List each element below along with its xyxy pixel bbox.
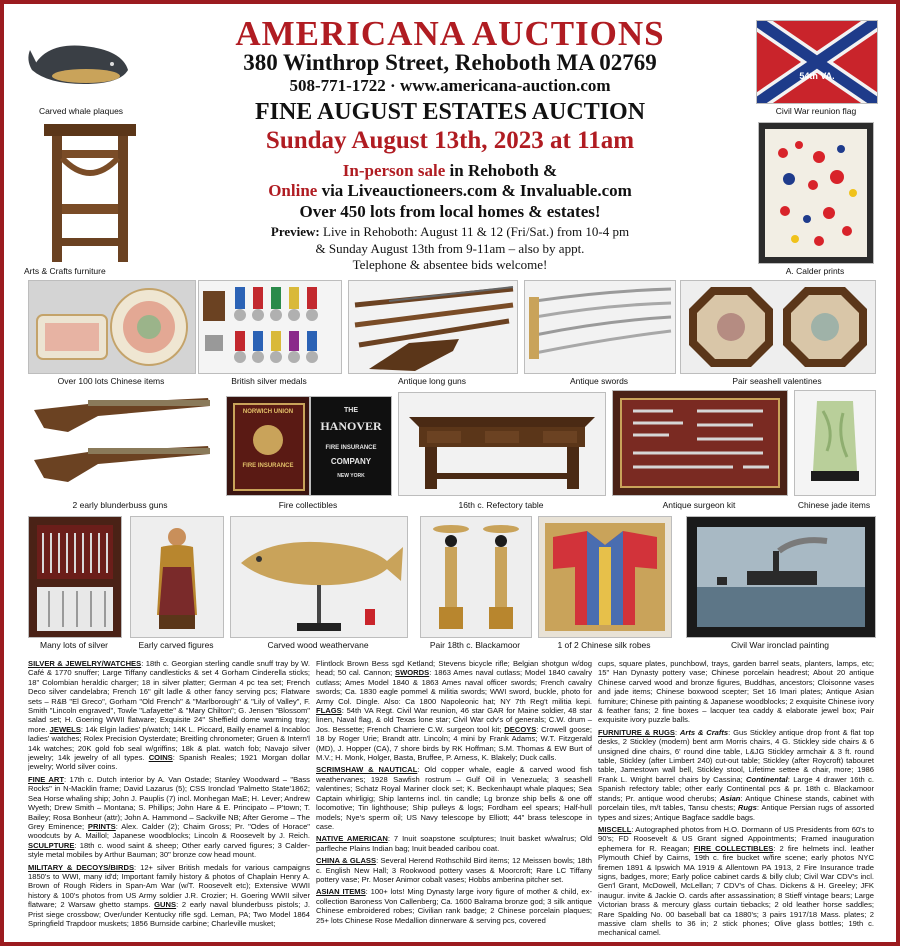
caption-calder: A. Calder prints <box>785 266 845 276</box>
caption-flag: Civil War reunion flag <box>775 106 857 116</box>
caption-chinese: Over 100 lots Chinese items <box>57 376 165 386</box>
text-column-1 <box>28 659 310 943</box>
col1-art-head: FINE ART <box>28 774 64 784</box>
caption-weathervane: Carved wood weathervane <box>267 640 369 650</box>
caption-guns: Antique long guns <box>397 376 467 386</box>
col3-fire-head: FIRE COLLECTIBLES <box>693 843 774 853</box>
inperson-line <box>150 161 750 181</box>
caption-silver: Many lots of silver <box>39 640 109 650</box>
british-medals-photo <box>198 280 342 374</box>
col2-asian-para <box>316 887 592 925</box>
col2-swords-head: SWORDS <box>395 668 430 678</box>
col1-silver-head: SILVER & JEWELRY/WATCHES <box>28 659 142 668</box>
chinese-items-photo <box>28 280 196 374</box>
hanover-line-1: THE <box>344 407 358 414</box>
col1-jewels-head: JEWELS <box>49 724 81 734</box>
col1-guns-head: GUNS <box>154 900 177 910</box>
caption-torch: Pair 18th c. Blackamoor <box>429 640 521 650</box>
caption-robes: 1 of 2 Chinese silk robes <box>557 640 651 650</box>
col2-swords-para <box>316 659 592 762</box>
caption-seashell: Pair seashell valentines <box>732 376 822 386</box>
caption-blunder: 2 early blunderbuss guns <box>72 500 168 510</box>
col2-native-text: : 7 Inuit soapstone sculptures; Inuit basket w/walrus; Old parfleche Plains Indian bag; Inuit beaded caribou coat. <box>316 834 592 853</box>
caption-whale: Carved whale plaques <box>38 106 124 116</box>
hanover-line-5: NEW YORK <box>337 473 365 479</box>
col3-miscell-text: : Autographed photos from H.O. Dormann of US Presidents from 60's to 90's; FD Roosevelt & US Grant signed Appointments; Framed inauguration ephemera for R. Reagan; <box>598 824 874 853</box>
col1-jewels-text: : 14k Elgin ladies' p/watch; 14K L. Piccard, Bailly enamel & Incabloc ladies' watches; Rolex Precision Oysterdate; Breitling chronometer; Gruen & Intern'l 14k watches; 20K gold fob seal w/griffins; 18k & plat. watch fob; Navajo silver jewelry; 14k jewelry of all types. <box>28 724 310 763</box>
col3-furniture-head: FURNITURE & RUGS <box>598 727 675 737</box>
hanover-line-4: COMPANY <box>330 457 372 466</box>
col1-silver-text: : 18th c. Georgian sterling candle snuff tray by W. Café & 1770 snuffer; Large Tiffany candlesticks & set 4 Gorham Cinderella sticks; 18" Colombian heraldic charger; 18 in silver platter; German 4 pc tea set; French Deco silver candelabra; French 16" gilt ladle & other fancy serving pcs; Flatware sets – R&B "El Greco", Gorham "Old French" & "Marlborough" & "Lily of Valley", F. Smith "Lincoln engraved", Towle "Lafayette" & "Mary Chilton"; G. Jensen "Blossom" salad set; H. Goering WWII flatware; Exquisite 24" Sheffield dome warming tray; more. <box>28 659 310 734</box>
blunderbuss-photo <box>28 390 212 494</box>
col2-asian-head: ASIAN ITEMS <box>316 887 366 897</box>
col1-coins-text: : Spanish Reales; 1921 Morgan dollar jewelry; World silver coins. <box>28 753 310 772</box>
seashell-valentines-photo <box>680 280 876 374</box>
auction-date: Sunday August 13th, 2023 at 11am <box>265 127 635 154</box>
preview-label: Preview: <box>270 224 320 239</box>
arts-crafts-photo <box>24 118 154 264</box>
col2-decoys-head: DECOYS <box>504 724 537 734</box>
caption-table: 16th c. Refectory table <box>458 500 544 510</box>
preview-line-2: & Sunday August 13th from 9-11am – also by appt. <box>315 241 585 256</box>
col2-china-text: : Several Herend Rothschild Bird items; 12 Meissen bowls; 18th c. English New Hall; 3 Rookwood pottery vases & Moorcroft; Rare LC Tiffany pottery vase; Pr. Moser Animor cobalt vases; Hobbs amberina pitcher set. <box>316 856 592 884</box>
col1-coins-head: COINS <box>148 753 173 763</box>
col2-scrimshaw-text: : Old copper whale, eagle & carved wood fish weathervanes; 1928 Sawfish rostrum – Gulf Oil in Venezuela; 3 seashell valentines; Schatz Royal Mariner clock set; K. Beckenhaupt whale plaques; Sea Captain whirligig; Ship lanterns incl. tin candle; Lg bronze ship bells & one off locomotive; Tin lighthouse; Ship pulleys & logs; Fordham eel spears; Half-hull models; Nye's sperm oil; US Navy telescope by Elliott; 44" brass telescope in case. <box>316 765 592 831</box>
caption-ironclad: Civil War ironclad painting <box>731 640 829 650</box>
surgeon-kit-photo <box>612 390 788 496</box>
text-column-2 <box>316 659 592 943</box>
online-label: Online <box>268 181 318 200</box>
swords-photo <box>524 280 676 374</box>
col2-native-head: NATIVE AMERICAN <box>316 834 388 844</box>
silk-robe-photo <box>538 516 672 638</box>
col3-asian-furn-text: : Antique Chinese stands, cabinet with porcelain tiles, m/t tables, Tansu chests; <box>598 793 874 813</box>
norwich-line-2: FIRE INSURANCE <box>242 463 294 469</box>
col3-rugs-text: : Antique Persian rugs of assorted types and sizes; Antique Bagface saddle bags. <box>598 803 874 822</box>
col1-military-head: MILITARY & DECOYS/BIRDS <box>28 862 135 872</box>
col2-china-head: CHINA & GLASS <box>316 856 377 866</box>
hanover-line-2: HANOVER <box>320 419 382 433</box>
col2-native-para <box>316 834 592 853</box>
contact-line[interactable]: 508-771-1722 · www.americana-auction.com <box>289 76 611 95</box>
auction-name: FINE AUGUST ESTATES AUCTION <box>254 99 646 125</box>
preview-text-1: Live in Rehoboth: August 11 & 12 (Fri/Sat.) from 10-4 pm <box>319 224 630 239</box>
blackamoor-photo <box>420 516 532 638</box>
col3-rugs-sub: Rugs <box>737 803 757 813</box>
preview-line-3: Telephone & absentee bids welcome! <box>352 257 548 272</box>
col3-miscell-para <box>598 825 874 938</box>
caption-fire: Fire collectibles <box>278 500 338 510</box>
col1-art-text: : 17th c. Dutch interior by A. Van Ostade; Stanley Woodward – "Bass Rocks" in N-Macklin frame; David Lazarus (5); CSS Ironclad 'Palmetto State'1862; Sea Horse whaling ship; John J. Pauplis (7) incl. Monhegan MaE; H. Lever; Andrew Wyeth; Drew Smith – Montana; S. Phillips; John Hare & E. Principato – P'town; T. Bailey; Rosa Bonheur (attr); John A. Hammond – Sackville NB; After Gerome – The Grey Eminence; <box>28 774 310 831</box>
col2-flags-head: FLAGS <box>316 706 342 716</box>
col2-decoys-text: : Crowell goose; 18 by Roger Urie; Brandt attr. Lincoln; 4 mini by Frank Adams; W.T. Fitzgerald (MD), J. Hopper (CA), 7 shore birds by RK Hoffman; S.M. Thomas & EW Burt of M.V.; H. Monk, Holger, Basta, Bruffee, P. Arness, K. Blakely; Duck calls. <box>316 724 592 763</box>
carved-figures-photo <box>130 516 224 638</box>
silver-photo <box>28 516 122 638</box>
col2-china-para <box>316 856 592 884</box>
col3-continental-sub: Continental <box>746 774 788 784</box>
col1-military-text: : 12+ silver British medals for various campaigns 1850's to WWI, many id'd; Important family history & photos of Chaplain Henry A. Brown of Rough Riders in Span-Am War (w/T. Roosevelt etc); Extensive WWII history & 100's photos from US Army soldier J.R. Crozier; H. Goering WWII silver flatware; 2 Warsaw ghetto stamps. <box>28 862 310 910</box>
auction-house-title: AMERICANA AUCTIONS <box>235 14 665 53</box>
caption-medals: British silver medals <box>231 376 307 386</box>
reunion-flag-photo <box>756 20 878 104</box>
col1-prints-text: : Alex. Calder (2); Chaim Gross; Pr. "Odes of Horace" woodcuts by A. Maillol; Japanese woodblocks; Lincoln & Roosevelt by J. Reich. <box>28 821 310 841</box>
col1-sculpture-text: : 18th c. wood saint & sheep; Other early carved figures; 3 Calder-style metal mobiles by Arthur Bauman; 30" bronze cow head mount. <box>28 840 310 860</box>
col3-furniture-para: FURNITURE & RUGS: Arts & Crafts: Gus Stickley antique drop front & flat top desks, 2 Stickley (modern) bent arm Morris chairs, 4 G. Stickley side chairs & 6 unsigned dine chairs, 6' round dine table, L&JG Stickley armchair & 3 ft. round table, Stickley (after Limbert 240) cut-out table; Stickley (after Roycroft) tabouret table, Jamestown wall bell, Stickley stool, Lifetime settee & chair, more; 1986 Frank L. Wright barrel chairs by Cassina; Continental: Large 4 drawer 16th c. Spanish refectory table; other early Continental pcs & pr. 18th c. Blackamoor stands; Pr. antique wood cherubs; Asian: Antique Chinese stands, cabinet with porcelain tiles, m/t tables, Tansu chests; Rugs: Antique Persian rugs of assorted types and sizes; Antique Bagface saddle bags. <box>598 727 874 822</box>
long-guns-photo <box>348 280 518 374</box>
norwich-emblem <box>253 425 283 455</box>
caption-jade: Chinese jade items <box>797 500 871 510</box>
whale-plaque-photo <box>24 22 138 102</box>
calder-prints-photo <box>758 122 874 264</box>
inperson-text: in Rehoboth & <box>445 161 558 180</box>
flag-label: 54th VA. <box>799 71 835 81</box>
norwich-line-1: NORWICH UNION <box>242 409 294 415</box>
hanover-line-3: FIRE INSURANCE <box>325 445 377 451</box>
col3-miscell-head: MISCELL <box>598 824 632 834</box>
preview-line-1 <box>150 224 750 240</box>
col2-scrimshaw-head: SCRIMSHAW & NAUTICAL <box>316 765 418 775</box>
caption-figures: Early carved figures <box>138 640 214 650</box>
col1-sculpture-head: SCULPTURE <box>28 840 75 850</box>
weathervane-photo <box>230 516 408 638</box>
col2-scrimshaw-para <box>316 765 592 831</box>
fire-sign-hanover <box>310 396 392 496</box>
jade-photo <box>794 390 876 496</box>
col2-flags-text: : 54th VA Regt. Civil War reunion, 46 star GAR for Maine soldier, 48 star linen, Naval flag, & old Texas lone star; Civil War cdv's of generals; C.W. drum – Jos. Bessette; French Charriere C.W. surgeon tool kit; <box>316 706 592 734</box>
col3-asian-cont-para <box>598 659 874 725</box>
col3-fire-text: : 2 fire helmets incl. leather Plymouth Chief by Cairns, 19th c. fire bucket w/fire scene; early photos NYC firemen 1891 & Ipswich MA 1919 & Allentown PA 1913, 2 Fire Insurance trade signs, badges, more; Early police cabinet cards & billy club; Civil War CDV's incl. Gen'l Grant, McDowell, McLellan; 7 CDV's of Chas. Dickens & H. Greeley; JFK inaugur. invite & Jackie O. cards after assassination; 8 Stieff vintage bears; Large Victorian brass & mercury glass curtain tiebacks; 2 old leather horse saddles; Rare Spalding No. 00 baseball bat ca 1880's; 3 pairs 1917/18 Mass. plates; 2 massive clam shells to 36 in; 2 stick phones; Olive glass bottles; 19th c. mechanical camel. <box>598 843 874 938</box>
fire-sign-norwich <box>226 396 310 496</box>
text-column-3 <box>598 659 874 943</box>
online-line <box>150 181 750 201</box>
col2-swords-text: : 1863 Ames naval cutlass; Model 1840 cavalry cutlass; Ames Model 1840 & 1863 Ames naval officer swords; French cavalry swords; Ca. 1830 eagle pommel & militia swords; WWI sword, buckle, photo for Army Col. Dingle. Also: Ca 1800 Napoleonic hat; NY 7th Reg't militia kepi. <box>316 668 592 706</box>
caption-arts: Arts & Crafts furniture <box>24 266 106 276</box>
lots-line: Over 450 lots from local homes & estates! <box>299 202 601 221</box>
col1-silver-para <box>28 659 310 772</box>
caption-swords: Antique swords <box>569 376 629 386</box>
col1-prints-head: PRINTS <box>87 821 116 831</box>
col1-guns-text: : 2 early naval blunderbuss pistols; J. Prist siege crossbow; Over/under Kentucky rifle sgd. Leman, PA; Two Model 1864 Springfield Trapdoor muskets; 1856 Burnside carbine; Charleville musket; <box>28 900 310 928</box>
refectory-table-photo <box>398 392 606 496</box>
caption-surgeon: Antique surgeon kit <box>662 500 736 510</box>
col3-continental-text: : Large 4 drawer 16th c. Spanish refectory table; other early Continental pcs & pr. 18th c. Blackamoor stands; Pr. antique wood cherubs; <box>598 774 874 803</box>
col1-military-para <box>28 863 310 929</box>
ironclad-painting-photo <box>686 516 876 638</box>
col2-asian-text: : 100+ lots! Ming Dynasty large ivory figure of mother & child, ex-collection Baroness Von Callenberg; Ca. 1600 Balrama bronze god; 3 silk antique Chinese embroidered robes; Civilian rank badge; 2 Chinese porcelain plaques; 25+ lots Chinese Rose Medallion dinnerware & serving pcs, covered <box>316 887 592 925</box>
inperson-label: In-person sale <box>342 161 446 180</box>
address: 380 Winthrop Street, Rehoboth MA 02769 <box>243 50 657 75</box>
online-text: via Liveauctioneers.com & Invaluable.com <box>317 181 632 200</box>
col3-asian-sub: Asian <box>719 793 741 803</box>
col3-arts-text: : Gus Stickley antique drop front & flat top desks, 2 Stickley (modern) bent arm Morris chairs, 4 G. Stickley side chairs & 6 unsigned dine chairs, 6' round dine table, L&JG Stickley armchair & 3 ft. round table, Stickley (after Limbert 240) cut-out table; Stickley (after Roycroft) tabouret table, Jamestown wall bell, Stickley stool, Lifetime settee & chair, more; 1986 Frank L. Wright barrel chairs by Cassina; <box>598 727 874 784</box>
col2-guns-cont: Flintlock Brown Bess sgd Ketland; Stevens bicycle rifle; Belgian shotgun w/dog head; 50 cal. Cannon; <box>316 659 592 678</box>
col3-asian-cont: cups, square plates, punchbowl, trays, garden barrel seats, planters, lamps, etc; 15" Han Dynasty pottery vase; Chinese porcelain headrest; About 20 antique Chinese carved wood and bronze figures, Buddhas, ancestors; Cloisonne vases and jade items; Chinese boxwood scepter; Set 16 Imari plates; Antique Asian furniture; Chinese pith painting & Japanese woodblocks; 2 exquisite Chinese ivory & feather fans; 2 fine boxes – lacquer tea caddy & elaborate jewel box; Pair exquisite ivory puzzle balls. <box>598 659 874 725</box>
col1-art-para <box>28 775 310 860</box>
col3-arts-sub: Arts & Crafts <box>679 727 729 737</box>
